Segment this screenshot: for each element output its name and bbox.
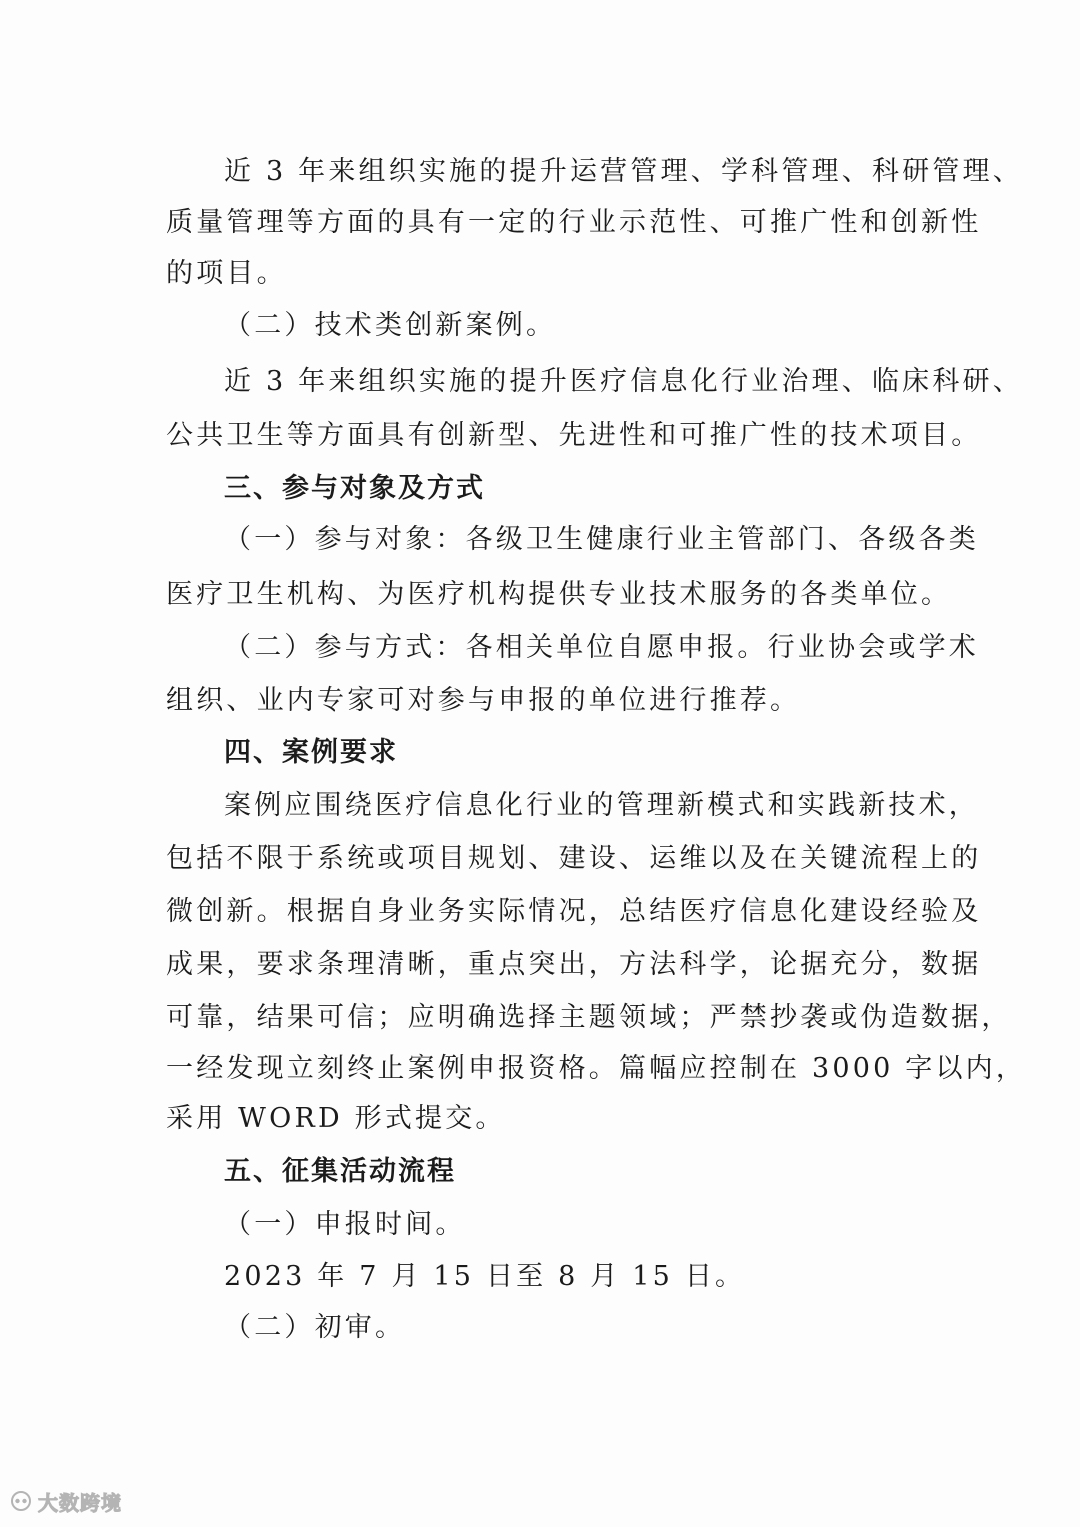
paragraph-line: 成果，要求条理清晰，重点突出，方法科学，论据充分，数据 (166, 949, 982, 980)
section-heading: 四、案例要求 (224, 737, 398, 768)
paragraph-line: 近 3 年来组织实施的提升运营管理、学科管理、科研管理、 (224, 156, 1023, 187)
watermark-text: 大数跨境 (38, 1490, 122, 1515)
paragraph-line: 采用 WORD 形式提交。 (166, 1103, 506, 1134)
paragraph-line: （二）参与方式：各相关单位自愿申报。行业协会或学术 (224, 632, 979, 663)
paragraph-line: 可靠，结果可信；应明确选择主题领域；严禁抄袭或伪造数据， (166, 1002, 1012, 1033)
paragraph-line: （一）参与对象：各级卫生健康行业主管部门、各级各类 (224, 524, 979, 555)
paragraph-line: 公共卫生等方面具有创新型、先进性和可推广性的技术项目。 (166, 420, 982, 451)
subsection-heading: （一）申报时间。 (224, 1209, 466, 1240)
subsection-heading: （二）初审。 (224, 1312, 406, 1343)
paragraph-line: 近 3 年来组织实施的提升医疗信息化行业治理、临床科研、 (224, 366, 1023, 397)
section-heading: 三、参与对象及方式 (224, 473, 485, 504)
paragraph-line: 2023 年 7 月 15 日至 8 月 15 日。 (224, 1261, 746, 1292)
watermark (10, 1488, 122, 1514)
paragraph-line: 微创新。根据自身业务实际情况，总结医疗信息化建设经验及 (166, 896, 982, 927)
paragraph-line: 案例应围绕医疗信息化行业的管理新模式和实践新技术， (224, 790, 979, 821)
subsection-heading: （二）技术类创新案例。 (224, 310, 557, 341)
paragraph-line: 质量管理等方面的具有一定的行业示范性、可推广性和创新性 (166, 207, 982, 238)
paragraph-line: 的项目。 (166, 258, 287, 289)
section-heading: 五、征集活动流程 (224, 1156, 456, 1187)
paragraph-line: 组织、业内专家可对参与申报的单位进行推荐。 (166, 685, 801, 716)
logo-icon (10, 1490, 32, 1512)
paragraph-line: 一经发现立刻终止案例申报资格。篇幅应控制在 3000 字以内， (166, 1053, 1027, 1084)
paragraph-line: 包括不限于系统或项目规划、建设、运维以及在关键流程上的 (166, 843, 982, 874)
paragraph-line: 医疗卫生机构、为医疗机构提供专业技术服务的各类单位。 (166, 579, 952, 610)
